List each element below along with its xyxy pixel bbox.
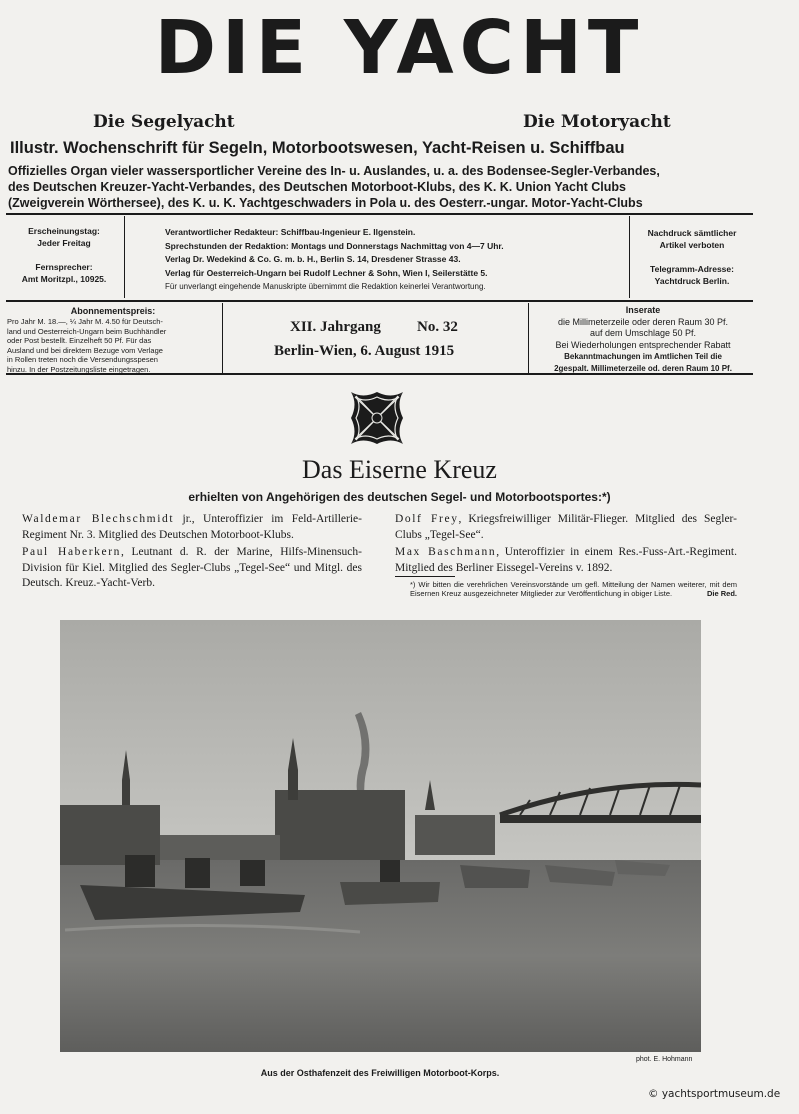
right-subtitle: Die Motoryacht [523,112,671,132]
left-subtitle: Die Segelyacht [93,112,235,132]
info-line: Jeder Freitag [37,238,91,248]
recipient-name: Waldemar Blechschmidt [22,513,175,525]
divider [629,216,630,298]
recipient-detail: , Kriegsfreiwilliger Militär-Flieger. Mitglied des Segler-Clubs „Tegel-See“. [395,513,737,541]
tagline: Illustr. Wochenschrift für Segeln, Motorbootswesen, Yacht-Reisen u. Schiffbau [10,139,625,157]
harbor-scene [60,620,701,1052]
sub-line: land und Oesterreich-Ungarn beim Buchhändler [7,326,167,336]
recipient-name: Paul Haberkern [22,546,121,558]
info-line: Verlag Dr. Wedekind & Co. G. m. b. H., Berlin S. 14, Dresdener Strasse 43. [165,254,461,264]
info-line: Für unverlangt eingehende Manuskripte übernimmt die Redaktion keinerlei Verantwortung. [165,282,486,291]
telegram-info [632,227,752,287]
recipient-detail: , Unteroffizier in einem Res.-Fuss-Art.-Regiment. Mitglied des Berliner Eissegel-Vereins v. 1892. [395,546,737,574]
iron-cross-icon [348,389,406,447]
organ-text [8,163,660,211]
right-column [395,512,737,576]
sub-line: Pro Jahr M. 18.—, ¼ Jahr M. 4.50 für Deutsch- [7,317,163,326]
info-line: Nachdruck sämtlicher [647,228,737,238]
article-title: Das Eiserne Kreuz [302,455,497,484]
footnote-text: *) Wir bitten die verehrlichen Vereinsvorstände um gefl. Mitteilung der Namen weiterer, mit dem Eisernen Kreuz ausgezeichneter Mitglieder zur Veröffentlichung in obiger Liste. [410,580,737,598]
sub-line: oder Post bestellt. Einzelheft 50 Pf. Für das [7,336,152,345]
sub-line: hinzu. In der Postzeitungsliste eingetragen. [7,364,151,374]
subscription-box [7,306,219,374]
subscription-heading: Abonnementspreis: [70,306,156,316]
organ-line: Offizielles Organ vieler wassersportlicher Vereine des In- u. Auslandes, u. a. des Bodensee-Segler-Verbandes, [8,164,660,178]
divider [124,216,125,298]
recipient-detail: jr., Unteroffizier im Feld-Artillerie-Regiment Nr. 3. Mitglied des Deutschen Motorboot-Klubs. [22,513,362,541]
footnote [410,580,737,598]
divider [222,303,223,373]
photo-credit: phot. E. Hohmann [636,1056,693,1063]
ads-line: auf dem Umschlage 50 Pf. [589,328,697,338]
photo-caption: Aus der Osthafenzeit des Freiwilligen Motorboot-Korps. [260,1068,500,1078]
footnote-sign: Die Red. [706,589,737,598]
ads-heading: Inserate [625,305,661,315]
issue-schedule [6,225,122,285]
issue-number: No. 32 [417,319,458,335]
recipient-detail: , Leutnant d. R. der Marine, Hilfs-Minensuch-Division für Kiel. Mitglied des Segler-Clubs „Tegel-See“ und Mitgl. des Deutsch. Kreuz.-Yacht-Verb. [22,546,362,589]
info-line: Erscheinungstag: [28,226,100,236]
info-line: Fernsprecher: [35,262,93,272]
award-entry [22,545,362,592]
info-line: Yachtdruck Berlin. [654,276,730,286]
sub-line: in Rollen treten noch die Versendungsspesen [7,355,158,364]
info-line: Amt Moritzpl., 10925. [21,274,107,284]
organ-line: des Deutschen Kreuzer-Yacht-Verbandes, des Deutschen Motorboot-Klubs, des K. K. Union Yacht Clubs [8,180,626,194]
ads-box [532,305,754,374]
footnote-rule [395,576,455,577]
issue-date: Berlin-Wien, 6. August 1915 [274,343,455,359]
masthead-title: DIE YACHT [154,5,645,91]
watermark: © yachtsportmuseum.de [648,1088,781,1100]
info-line: Sprechstunden der Redaktion: Montags und Donnerstags Nachmittag von 4—7 Uhr. [165,240,504,251]
rule [6,373,753,375]
ads-line: Bei Wiederholungen entsprechender Rabatt [555,339,731,350]
recipient-name: Max Baschmann [395,546,497,558]
issue-volume: XII. Jahrgang [290,319,381,335]
info-line: Artikel verboten [659,240,725,250]
sub-line: Ausland und bei direktem Bezuge vom Verlage [7,345,163,355]
harbor-photo [60,620,701,1052]
info-line: Telegramm-Adresse: [650,264,734,274]
info-line: Verlag für Oesterreich-Ungarn bei Rudolf Lechner & Sohn, Wien I, Seilerstätte 5. [165,267,488,278]
divider [528,303,529,373]
editorial-info [165,226,504,294]
organ-line: (Zweigverein Wörthersee), des K. u. K. Yachtgeschwaders in Pola u. des Oesterr.-ungar. Motor-Yacht-Clubs [8,196,643,210]
recipient-name: Dolf Frey [395,513,459,525]
ads-line: Bekanntmachungen im Amtlichen Teil die [564,352,722,361]
award-entry [395,512,737,543]
rule [6,300,753,302]
article-subtitle: erhielten von Angehörigen des deutschen Segel- und Motorbootsportes:*) [188,490,611,504]
ads-line: die Millimeterzeile oder deren Raum 30 Pf. [557,316,729,327]
award-entry [22,512,362,543]
left-column [22,512,362,592]
ads-line: 2gespalt. Millimeterzeile od. deren Raum 10 Pf. [554,363,732,373]
rule [6,213,753,215]
award-entry [395,545,737,576]
info-line: Verantwortlicher Redakteur: Schiffbau-Ingenieur E. Ilgenstein. [165,227,416,237]
